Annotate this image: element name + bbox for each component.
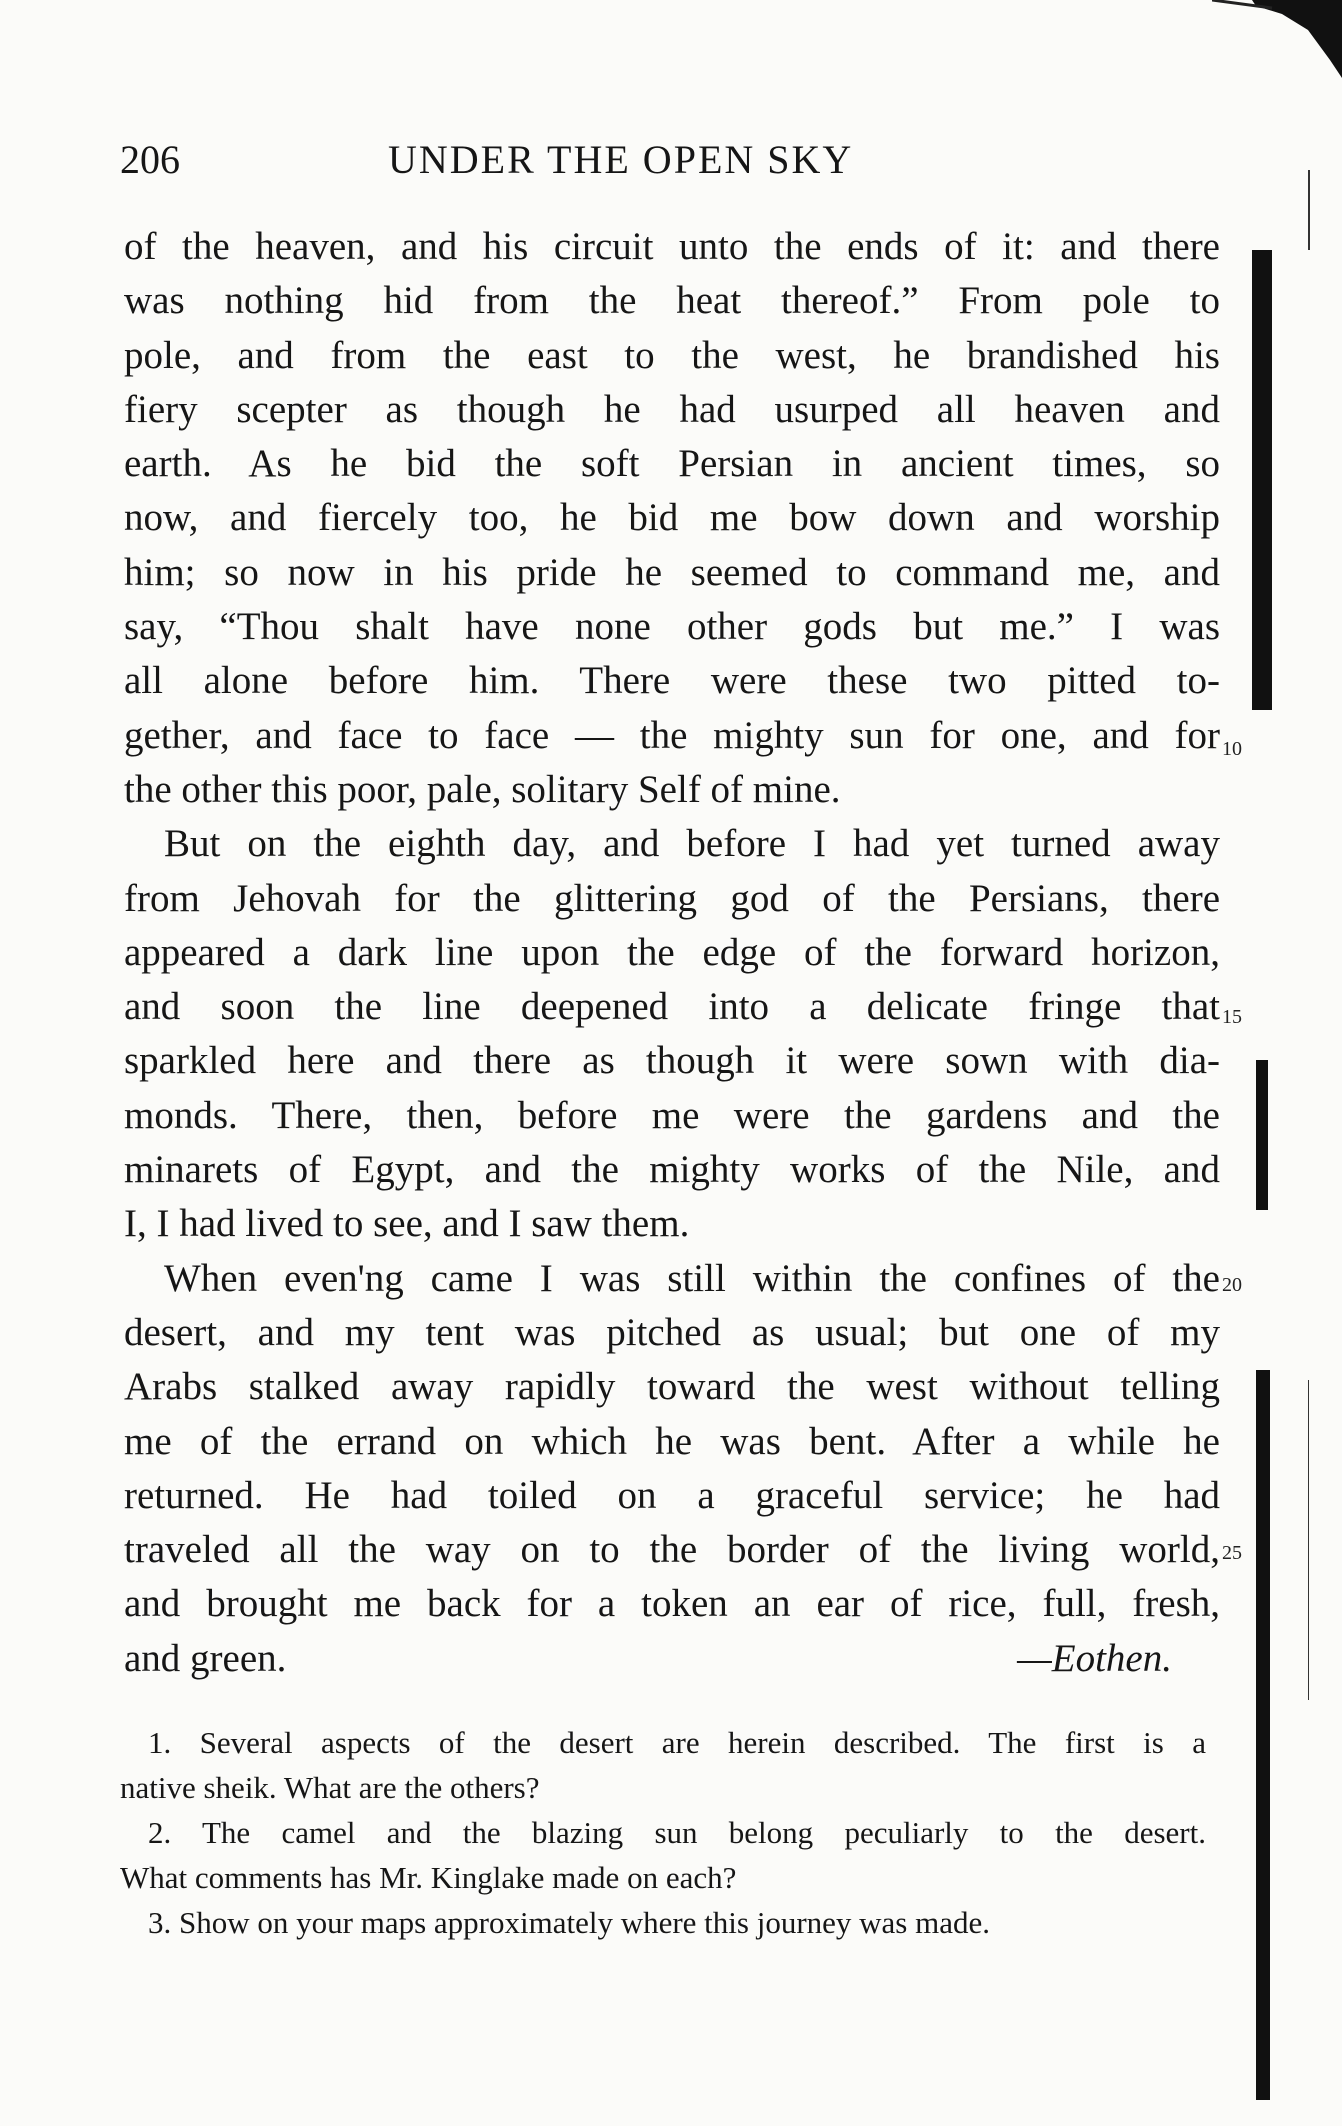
text-line: returned. He had toiled on a graceful service; he had: [124, 1473, 1220, 1517]
text-line: traveled all the way on to the border of the living world,: [124, 1528, 1220, 1572]
question-line: native sheik. What are the others?: [120, 1770, 540, 1805]
attribution: —Eothen.: [1017, 1636, 1172, 1680]
running-title: UNDER THE OPEN SKY: [388, 137, 854, 182]
text-line: Arabs stalked away rapidly toward the west without telling: [124, 1365, 1220, 1409]
text-line: of the heaven, and his circuit unto the ends of it: and there: [124, 225, 1220, 268]
question-line: 3. Show on your maps approximately where this journey was made.: [148, 1905, 990, 1940]
question-line: What comments has Mr. Kinglake made on each?: [120, 1860, 737, 1895]
text-line: earth. As he bid the soft Persian in ancient times, so: [124, 442, 1220, 486]
page-number: 206: [120, 137, 180, 182]
body-text: [124, 220, 1220, 1686]
page-header: [120, 136, 1220, 196]
line-number: 10: [1222, 738, 1242, 760]
text-line: and brought me back for a token an ear of rice, full, fresh,: [124, 1582, 1220, 1626]
line-number: 20: [1222, 1274, 1242, 1296]
scan-edge-line: [1308, 170, 1310, 250]
study-questions: [120, 1720, 1206, 1945]
text-line: When even'ng came I was still within the confines of the: [164, 1256, 1220, 1300]
text-line: now, and fiercely too, he bid me bow down and worship: [124, 496, 1220, 540]
corner-ink-mark: [1212, 0, 1342, 85]
text-line: minarets of Egypt, and the mighty works of the Nile, and: [124, 1148, 1220, 1192]
text-line: and green.: [124, 1636, 287, 1680]
text-line: and soon the line deepened into a delicate fringe that: [124, 985, 1220, 1029]
text-line: gether, and face to face — the mighty sun for one, and for: [124, 713, 1220, 757]
text-line: from Jehovah for the glittering god of the Persians, there: [124, 876, 1220, 920]
scan-edge-line: [1308, 1380, 1309, 1700]
text-line: monds. There, then, before me were the gardens and the: [124, 1093, 1220, 1137]
scan-bleed-mark: [1256, 1370, 1270, 2100]
text-line: him; so now in his pride he seemed to command me, and: [124, 550, 1220, 594]
text-line: appeared a dark line upon the edge of the forward horizon,: [124, 930, 1220, 974]
signature-line: [124, 1632, 1220, 1686]
text-line: say, “Thou shalt have none other gods but me.” I was: [124, 605, 1220, 649]
text-line: me of the errand on which he was bent. After a while he: [124, 1419, 1220, 1463]
text-line: the other this poor, pale, solitary Self of mine.: [124, 767, 841, 811]
text-line: desert, and my tent was pitched as usual; but one of my: [124, 1310, 1220, 1354]
text-line: was nothing hid from the heat thereof.” From pole to: [124, 279, 1220, 323]
text-line: pole, and from the east to the west, he brandished his: [124, 333, 1220, 377]
text-line: all alone before him. There were these two pitted to-: [124, 659, 1220, 703]
text-line: But on the eighth day, and before I had yet turned away: [164, 822, 1220, 866]
question-line: 2. The camel and the blazing sun belong peculiarly to the desert.: [148, 1815, 1206, 1850]
scan-bleed-mark: [1252, 250, 1272, 710]
text-line: I, I had lived to see, and I saw them.: [124, 1202, 690, 1246]
text-line: fiery scepter as though he had usurped all heaven and: [124, 387, 1220, 431]
line-number: 15: [1222, 1006, 1242, 1028]
line-number: 25: [1222, 1542, 1242, 1564]
question-line: 1. Several aspects of the desert are herein described. The first is a: [148, 1725, 1206, 1760]
scan-bleed-mark: [1256, 1060, 1268, 1210]
text-line: sparkled here and there as though it were sown with dia-: [124, 1039, 1220, 1083]
